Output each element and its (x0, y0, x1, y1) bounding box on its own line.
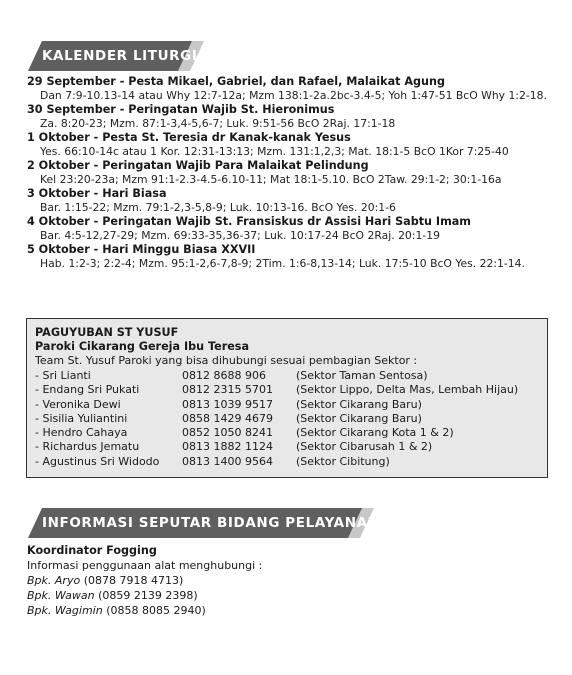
liturgy-events (27, 75, 557, 271)
event-item (27, 75, 557, 103)
event-readings: Hab. 1:2-3; 2:2-4; Mzm. 95:1-2,6-7,8-9; 2Tim. 1:6-8,13-14; Luk. 17:5-10 BcO Yes. 22:1-14. (40, 257, 525, 270)
contact-line (27, 573, 262, 588)
member-name: - Richardus Jematu (35, 440, 140, 454)
event-item (27, 103, 557, 131)
section-title: INFORMASI SEPUTAR BIDANG PELAYANAN (42, 515, 380, 531)
event-readings: Kel 23:20-23a; Mzm 91:1-2.3-4.5-6.10-11; Mat 18:1-5.10. BcO 2Taw. 29:1-2; 30:1-16a (40, 173, 502, 186)
contact-line (27, 603, 262, 618)
member-phone: 0852 1050 8241 (182, 426, 273, 440)
event-readings: Za. 8:20-23; Mzm. 87:1-3,4-5,6-7; Luk. 9:51-56 BcO 2Raj. 17:1-18 (40, 117, 396, 130)
member-sector: (Sektor Cibarusah 1 & 2) (296, 440, 433, 454)
member-phone: 0813 1400 9564 (182, 454, 273, 468)
event-item (27, 131, 557, 159)
member-phone: 0813 1039 9517 (182, 397, 273, 411)
event-title: 30 September - Peringatan Wajib St. Hieronimus (27, 103, 335, 116)
paguyuban-intro: Team St. Yusuf Paroki yang bisa dihubungi sesuai pembagian Sektor : (35, 354, 418, 367)
member-phone: 0812 8688 906 (182, 369, 266, 382)
member-name: - Veronika Dewi (35, 397, 121, 411)
contact-line (27, 588, 262, 603)
fogging-info (27, 544, 262, 618)
member-sector: (Sektor Taman Sentosa) (296, 369, 428, 382)
member-phone: 0813 1882 1124 (182, 440, 273, 454)
member-sector: (Sektor Lippo, Delta Mas, Lembah Hijau) (296, 383, 519, 397)
member-name: - Sisilia Yuliantini (35, 411, 128, 425)
fogging-heading: Koordinator Fogging (27, 544, 157, 557)
event-title: 3 Oktober - Hari Biasa (27, 187, 167, 200)
member-sector: (Sektor Cikarang Kota 1 & 2) (296, 426, 454, 440)
event-item (27, 215, 557, 243)
contact-phone: (0859 2139 2398) (98, 589, 198, 602)
event-item (27, 243, 557, 271)
contact-name: Bpk. Wawan (27, 589, 95, 602)
event-title: 29 September - Pesta Mikael, Gabriel, dan Rafael, Malaikat Agung (27, 75, 445, 88)
member-phone: 0812 2315 5701 (182, 383, 273, 397)
event-title: 1 Oktober - Pesta St. Teresia dr Kanak-kanak Yesus (27, 131, 351, 144)
member-name: - Agustinus Sri Widodo (35, 454, 160, 468)
member-sector: (Sektor Cibitung) (296, 454, 390, 468)
paguyuban-heading: PAGUYUBAN ST YUSUF (35, 326, 179, 339)
member-name: - Endang Sri Pukati (35, 383, 140, 397)
event-title: 5 Oktober - Hari Minggu Biasa XXVII (27, 243, 256, 256)
member-name: - Hendro Cahaya (35, 426, 128, 440)
fogging-intro: Informasi penggunaan alat menghubungi : (27, 559, 263, 572)
event-item (27, 159, 557, 187)
event-title: 4 Oktober - Peringatan Wajib St. Fransiskus dr Assisi Hari Sabtu Imam (27, 215, 471, 228)
member-sector: (Sektor Cikarang Baru) (296, 397, 422, 411)
member-sector: (Sektor Cikarang Baru) (296, 411, 422, 425)
contact-phone: (0858 8085 2940) (106, 604, 206, 617)
event-readings: Bar. 1:15-22; Mzm. 79:1-2,3-5,8-9; Luk. 10:13-16. BcO Yes. 20:1-6 (40, 201, 396, 214)
event-item (27, 187, 557, 215)
event-title: 2 Oktober - Peringatan Wajib Para Malaikat Pelindung (27, 159, 369, 172)
member-phone: 0858 1429 4679 (182, 411, 273, 425)
event-readings: Bar. 4:5-12,27-29; Mzm. 69:33-35,36-37; Luk. 10:17-24 BcO 2Raj. 20:1-19 (40, 229, 440, 242)
section-title: KALENDER LITURGI (42, 48, 198, 64)
contact-name: Bpk. Aryo (27, 574, 81, 587)
kalender-liturgi-banner (28, 41, 204, 71)
paguyuban-box (26, 318, 548, 478)
event-readings: Yes. 66:10-14c atau 1 Kor. 12:31-13:13; Mzm. 131:1,2,3; Mat. 18:1-5 BcO 1Kor 7:25-40 (40, 145, 509, 158)
member-name: - Sri Lianti (35, 369, 91, 382)
paguyuban-subheading: Paroki Cikarang Gereja Ibu Teresa (35, 340, 250, 353)
contact-phone: (0878 7918 4713) (83, 574, 184, 587)
contact-name: Bpk. Wagimin (27, 604, 103, 617)
informasi-banner (28, 508, 380, 538)
event-readings: Dan 7:9-10.13-14 atau Why 12:7-12a; Mzm 138:1-2a.2bc-3.4-5; Yoh 1:47-51 BcO Why 1:2-18. (40, 89, 547, 102)
